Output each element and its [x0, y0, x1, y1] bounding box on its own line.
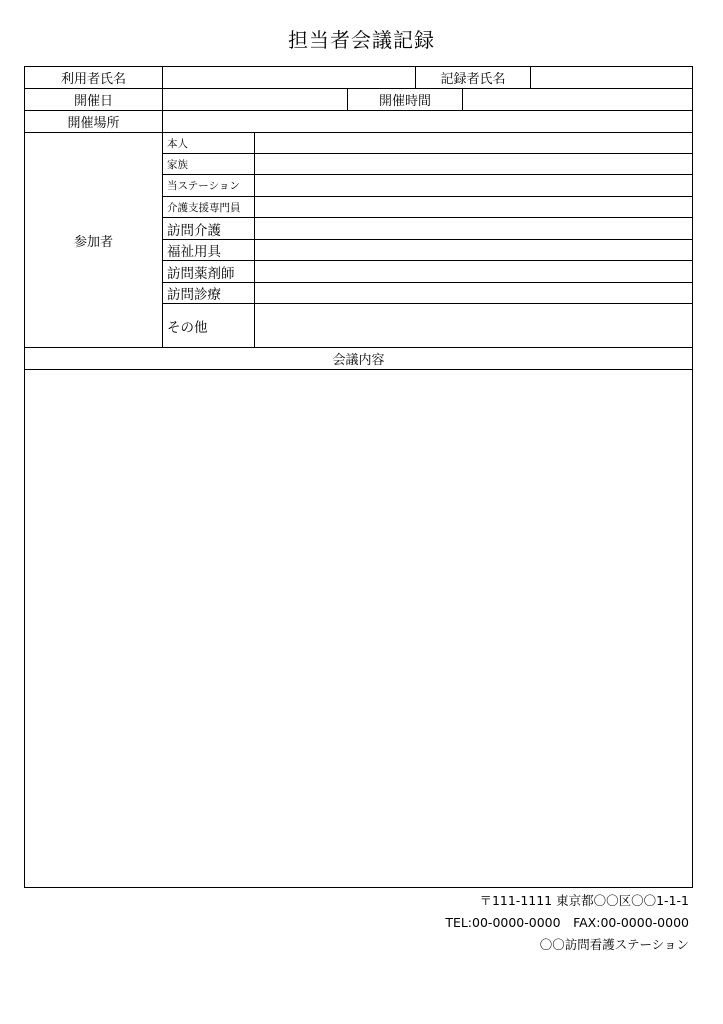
meeting-content-label: 会議内容 [24, 347, 693, 370]
participant-field-welfare-equipment[interactable] [254, 239, 693, 261]
participant-label-care-manager: 介護支援専門員 [162, 196, 255, 218]
participant-label-home-doctor: 訪問診療 [162, 282, 255, 304]
participant-label-self: 本人 [162, 132, 255, 154]
participant-field-home-care[interactable] [254, 217, 693, 240]
footer-station: 〇〇訪問看護ステーション [539, 937, 689, 952]
participant-field-self[interactable] [254, 132, 693, 154]
footer-contact: TEL:00-0000-0000 FAX:00-0000-0000 [445, 915, 689, 930]
participant-field-other[interactable] [254, 303, 693, 348]
user-name-field[interactable] [162, 66, 416, 89]
participants-label: 参加者 [24, 132, 163, 348]
participant-label-other: その他 [162, 303, 255, 348]
time-field[interactable] [462, 88, 693, 111]
recorder-name-field[interactable] [530, 66, 693, 89]
date-label: 開催日 [24, 88, 163, 111]
participant-field-home-doctor[interactable] [254, 282, 693, 304]
document-title: 担当者会議記録 [288, 28, 435, 52]
user-name-label: 利用者氏名 [24, 66, 163, 89]
time-label: 開催時間 [347, 88, 463, 111]
participant-field-pharmacist[interactable] [254, 260, 693, 283]
footer-address: 〒111-1111 東京都〇〇区〇〇1-1-1 [479, 893, 689, 908]
participant-label-welfare-equipment: 福祉用具 [162, 239, 255, 261]
participant-field-care-manager[interactable] [254, 196, 693, 218]
participant-label-station: 当ステーション [162, 174, 255, 197]
participant-label-pharmacist: 訪問薬剤師 [162, 260, 255, 283]
meeting-content-area[interactable] [24, 369, 693, 888]
participant-label-family: 家族 [162, 153, 255, 175]
participant-field-station[interactable] [254, 174, 693, 197]
date-field[interactable] [162, 88, 348, 111]
recorder-name-label: 記録者氏名 [415, 66, 531, 89]
place-field[interactable] [162, 110, 693, 133]
place-label: 開催場所 [24, 110, 163, 133]
participant-field-family[interactable] [254, 153, 693, 175]
participant-label-home-care: 訪問介護 [162, 217, 255, 240]
